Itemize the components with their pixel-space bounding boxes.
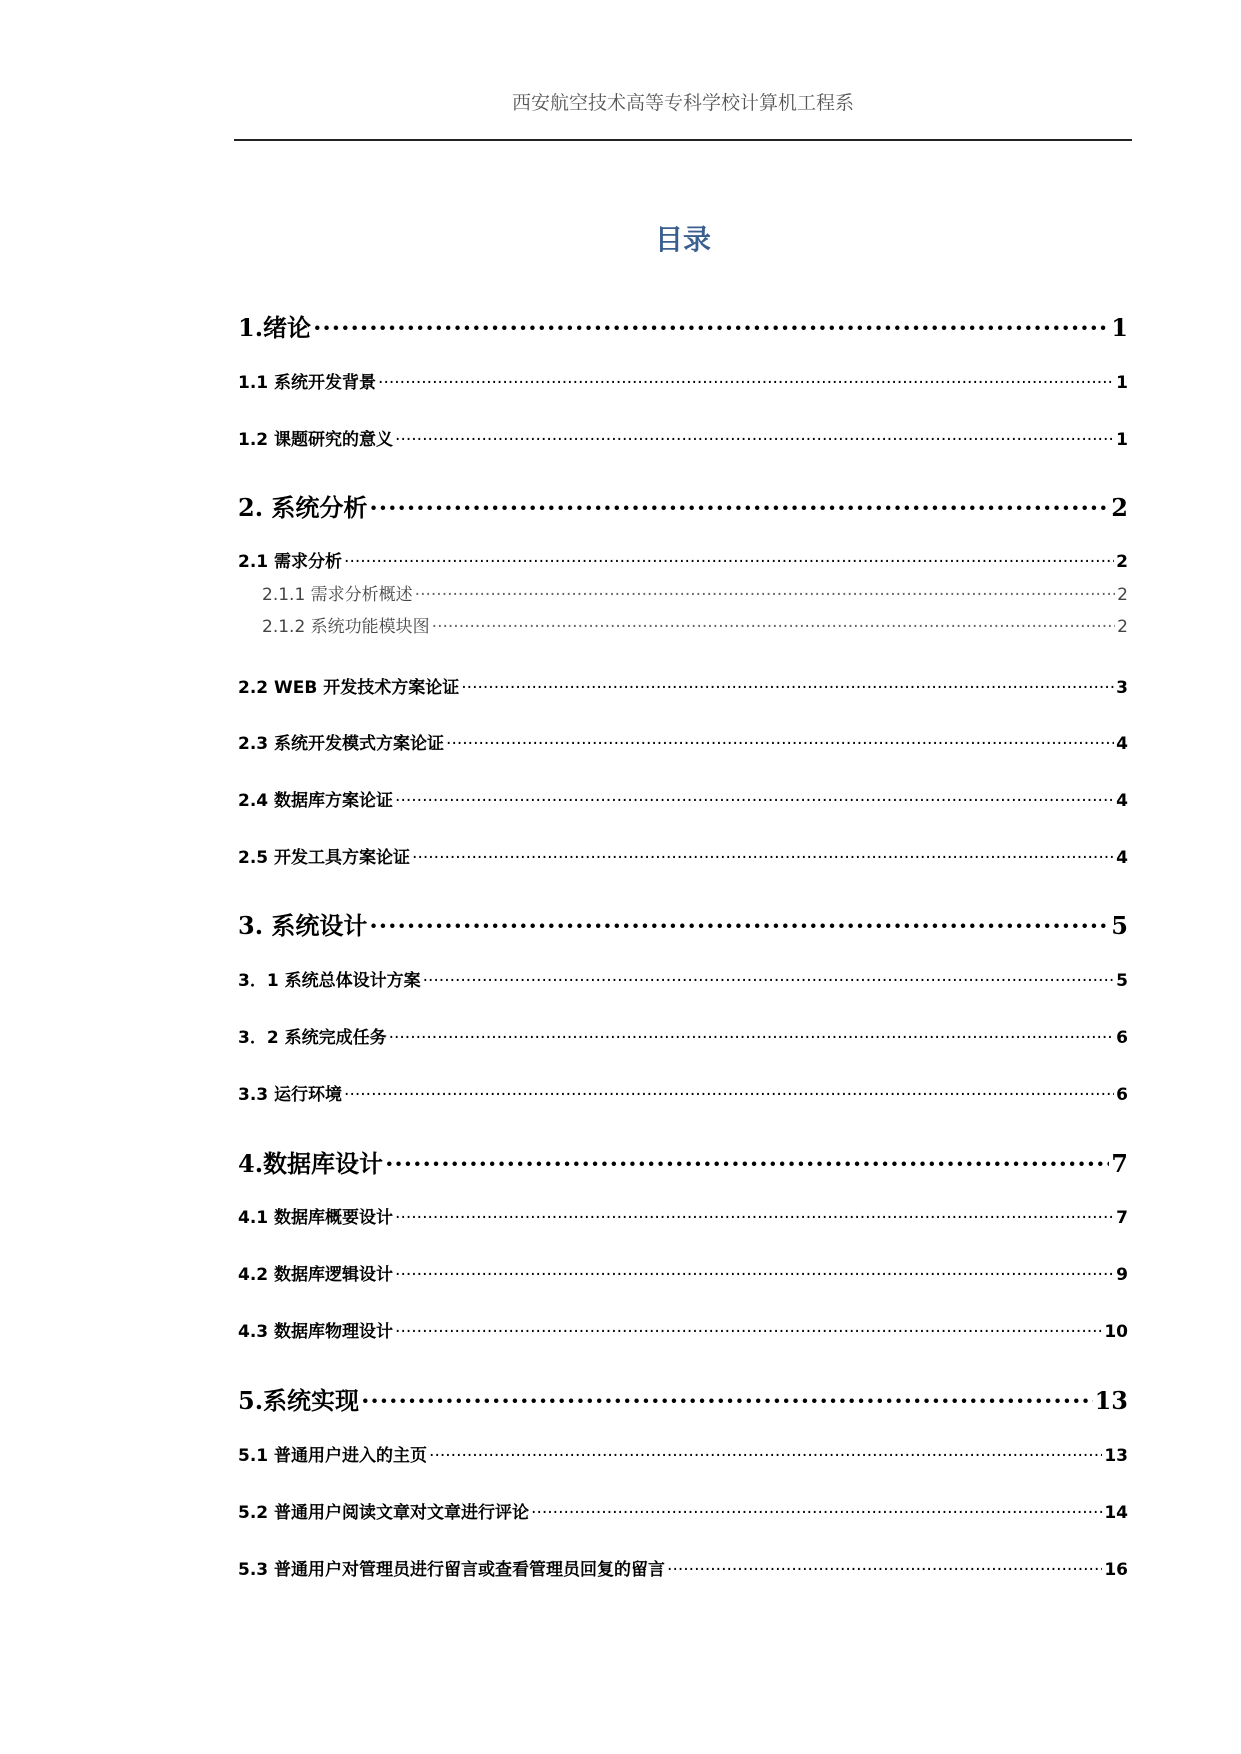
toc-entry-level2[interactable] xyxy=(238,673,1128,698)
toc-leader-dots xyxy=(395,430,1114,450)
toc-entry-label: 3. 系统设计 xyxy=(238,911,368,940)
toc-leader-dots xyxy=(412,848,1114,868)
toc-leader-dots xyxy=(361,1386,1093,1415)
toc-leader-dots xyxy=(369,493,1109,522)
toc-entry-level2[interactable] xyxy=(238,1498,1128,1523)
toc-page-number: 2 xyxy=(1116,552,1128,572)
toc-entry-label: 5.1 普通用户进入的主页 xyxy=(238,1446,428,1466)
toc-entry-label: 2.3 系统开发模式方案论证 xyxy=(238,734,445,754)
toc-entry-label: 2.1.2 系统功能模块图 xyxy=(262,617,430,637)
toc-page-number: 4 xyxy=(1116,848,1128,868)
toc-entry-label: 1.1 系统开发背景 xyxy=(238,373,377,393)
toc-entry-level2[interactable] xyxy=(238,1555,1128,1580)
toc-entry-level2[interactable] xyxy=(238,1260,1128,1285)
toc-page-number: 4 xyxy=(1116,791,1128,811)
toc-entry-label: 4.2 数据库逻辑设计 xyxy=(238,1265,394,1285)
toc-leader-dots xyxy=(446,734,1114,754)
toc-page-number: 2 xyxy=(1111,493,1128,522)
toc-page-number: 5 xyxy=(1111,911,1128,940)
toc-page-number: 13 xyxy=(1094,1386,1128,1415)
toc-entry-label: 4.数据库设计 xyxy=(238,1149,384,1178)
toc-leader-dots xyxy=(432,617,1116,637)
toc-entry-level3[interactable] xyxy=(262,580,1128,605)
toc-leader-dots xyxy=(531,1503,1102,1523)
toc-leader-dots xyxy=(423,971,1115,991)
toc-entry-level2[interactable] xyxy=(238,1203,1128,1228)
toc-entry-level2[interactable] xyxy=(238,786,1128,811)
toc-entry-level2[interactable] xyxy=(238,1317,1128,1342)
toc-leader-dots xyxy=(385,1149,1109,1178)
toc-entry-level1[interactable] xyxy=(238,488,1128,523)
toc-entry-label: 3．1 系统总体设计方案 xyxy=(238,971,421,991)
toc-entry-level2[interactable] xyxy=(238,966,1128,991)
toc-entry-level2[interactable] xyxy=(238,425,1128,450)
toc-entry-level2[interactable] xyxy=(238,1080,1128,1105)
toc-page-number: 1 xyxy=(1116,373,1128,393)
toc-leader-dots xyxy=(389,1028,1115,1048)
toc-leader-dots xyxy=(667,1560,1102,1580)
toc-leader-dots xyxy=(344,1085,1114,1105)
toc-entry-level2[interactable] xyxy=(238,843,1128,868)
toc-leader-dots xyxy=(395,1265,1114,1285)
toc-page-number: 10 xyxy=(1104,1322,1128,1342)
toc-entry-level1[interactable] xyxy=(238,906,1128,941)
toc-leader-dots xyxy=(378,373,1114,393)
toc-page-number: 7 xyxy=(1116,1208,1128,1228)
toc-page-number: 1 xyxy=(1111,313,1128,342)
toc-leader-dots xyxy=(395,791,1114,811)
toc-entry-level2[interactable] xyxy=(238,729,1128,754)
toc-page-number: 4 xyxy=(1116,734,1128,754)
page-header: 西安航空技术高等专科学校计算机工程系 xyxy=(511,92,854,114)
toc-entry-level2[interactable] xyxy=(238,1023,1128,1048)
toc-page-number: 3 xyxy=(1116,678,1128,698)
toc-page-number: 16 xyxy=(1104,1560,1128,1580)
toc-page-number: 2 xyxy=(1117,617,1128,637)
toc-entry-level2[interactable] xyxy=(238,1441,1128,1466)
header-divider xyxy=(234,139,1132,141)
toc-entry-label: 2.2 WEB 开发技术方案论证 xyxy=(238,678,460,698)
toc-entry-level1[interactable] xyxy=(238,1144,1128,1179)
toc-entry-label: 2.4 数据库方案论证 xyxy=(238,791,394,811)
toc-entry-level1[interactable] xyxy=(238,1381,1128,1416)
toc-entry-level2[interactable] xyxy=(238,368,1128,393)
toc-page-number: 2 xyxy=(1117,585,1128,605)
toc-entry-label: 5.2 普通用户阅读文章对文章进行评论 xyxy=(238,1503,530,1523)
toc-entry-label: 2.5 开发工具方案论证 xyxy=(238,848,411,868)
toc-entry-label: 1.2 课题研究的意义 xyxy=(238,430,394,450)
toc-page-number: 9 xyxy=(1116,1265,1128,1285)
toc-entry-label: 3.3 运行环境 xyxy=(238,1085,343,1105)
toc-entry-label: 1.绪论 xyxy=(238,313,312,342)
toc-leader-dots xyxy=(395,1322,1102,1342)
toc-page-number: 14 xyxy=(1104,1503,1128,1523)
toc-page-number: 5 xyxy=(1116,971,1128,991)
toc-leader-dots xyxy=(461,678,1114,698)
toc-leader-dots xyxy=(429,1446,1102,1466)
toc-page-number: 1 xyxy=(1116,430,1128,450)
toc-entry-level2[interactable] xyxy=(238,547,1128,572)
toc-entry-label: 4.1 数据库概要设计 xyxy=(238,1208,394,1228)
toc-entry-label: 2.1 需求分析 xyxy=(238,552,343,572)
toc-entry-label: 5.3 普通用户对管理员进行留言或查看管理员回复的留言 xyxy=(238,1560,666,1580)
toc-leader-dots xyxy=(415,585,1116,605)
toc-leader-dots xyxy=(369,911,1109,940)
toc-entry-level1[interactable] xyxy=(238,308,1128,343)
toc-page-number: 6 xyxy=(1116,1028,1128,1048)
toc-entry-label: 3．2 系统完成任务 xyxy=(238,1028,387,1048)
toc-page-number: 13 xyxy=(1104,1446,1128,1466)
toc-entry-label: 2. 系统分析 xyxy=(238,493,368,522)
toc-page-number: 7 xyxy=(1111,1149,1128,1178)
toc-entry-level3[interactable] xyxy=(262,612,1128,637)
toc-title: 目录 xyxy=(654,223,711,256)
toc-entry-label: 5.系统实现 xyxy=(238,1386,360,1415)
toc-leader-dots xyxy=(395,1208,1114,1228)
toc-page-number: 6 xyxy=(1116,1085,1128,1105)
toc-leader-dots xyxy=(344,552,1114,572)
toc-leader-dots xyxy=(313,313,1109,342)
toc-entry-label: 4.3 数据库物理设计 xyxy=(238,1322,394,1342)
toc-entry-label: 2.1.1 需求分析概述 xyxy=(262,585,413,605)
